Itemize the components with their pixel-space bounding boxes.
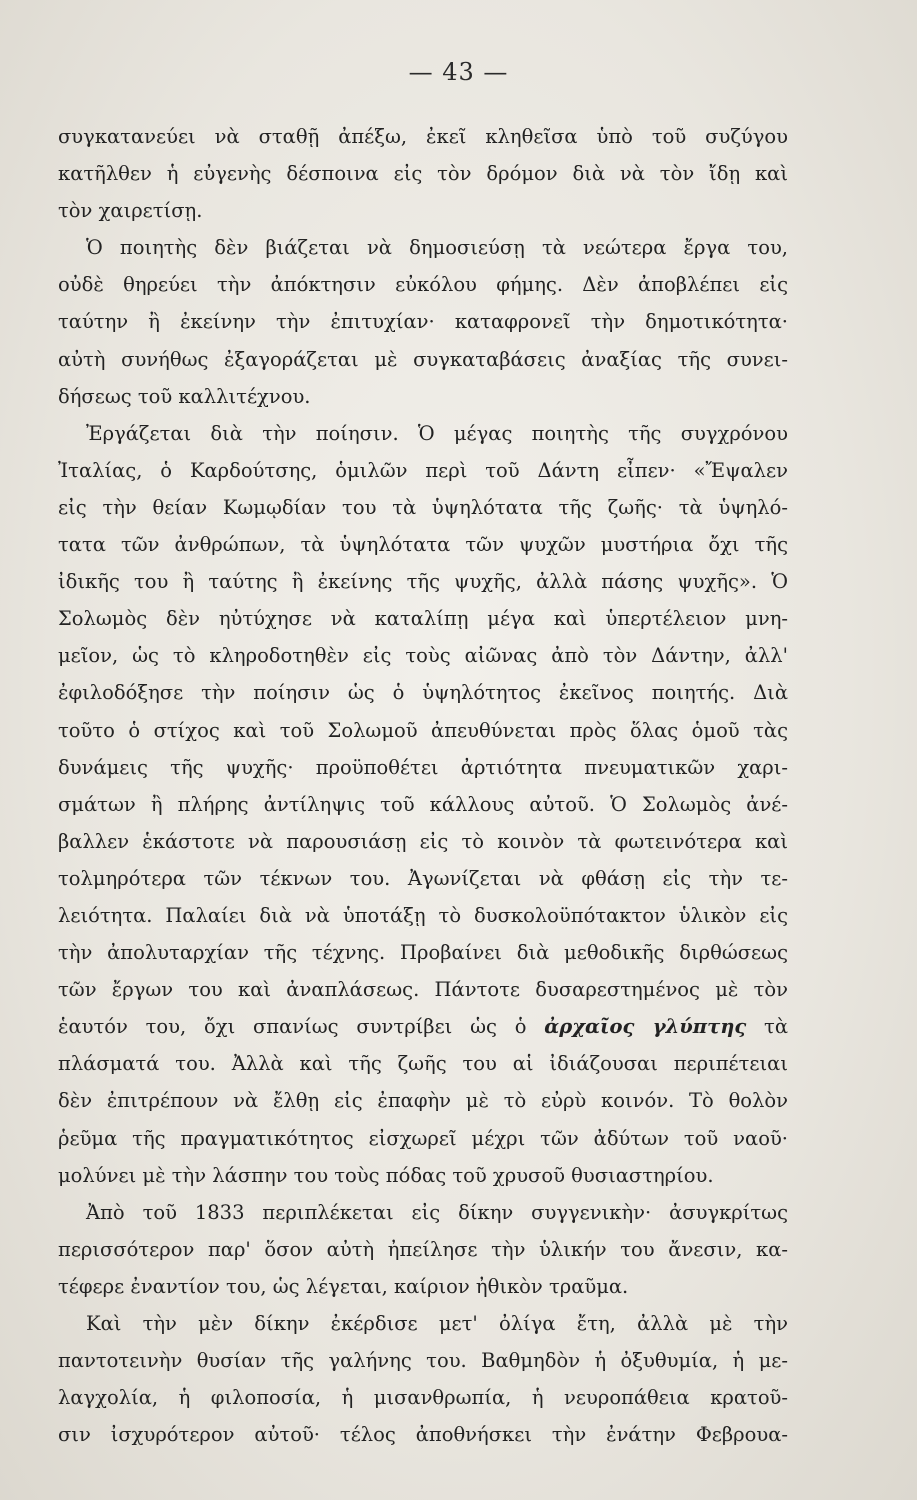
text-line: παντοτεινὴν θυσίαν τῆς γαλήνης του. Βαθμηδὸν ἡ ὀξυθυμία, ἡ με- [58,1349,788,1373]
text-line: τὴν ἀπολυταρχίαν τῆς τέχνης. Προβαίνει διὰ μεθοδικῆς διρθώσεως [58,941,788,965]
text-line: εἰς τὴν θείαν Κωμῳδίαν του τὰ ὑψηλότατα τῆς ζωῆς· τὰ ὑψηλό- [58,495,788,519]
text-line: δήσεως τοῦ καλλιτέχνου. [58,384,311,408]
text-line: μεῖον, ὡς τὸ κληροδοτηθὲν εἰς τοὺς αἰῶνας ἀπὸ τὸν Δάντην, ἀλλ' [58,644,788,668]
emphasized-text: ἀρχαῖος γλύπτης [544,1015,747,1039]
text-line: πλάσματά του. Ἀλλὰ καὶ τῆς ζωῆς του αἱ ἰδιάζουσαι περιπέτειαι [58,1052,788,1076]
text-line: σμάτων ἢ πλήρης ἀντίληψις τοῦ κάλλους αὐτοῦ. Ὁ Σολωμὸς ἀνέ- [58,792,788,816]
text-line: τὸν χαιρετίσῃ. [58,199,203,223]
text-line: ἐφιλοδόξησε τὴν ποίησιν ὡς ὁ ὑψηλότητος ἐκεῖνος ποιητής. Διὰ [58,681,788,705]
text-line: κατῆλθεν ἡ εὐγενὴς δέσποινα εἰς τὸν δρόμον διὰ νὰ τὸν ἴδῃ καὶ [58,162,788,186]
text-line: οὐδὲ θηρεύει τὴν ἀπόκτησιν εὐκόλου φήμης. Δὲν ἀποβλέπει εἰς [58,273,788,297]
text-line: λαγχολία, ἡ φιλοποσία, ἡ μισανθρωπία, ἡ νευροπάθεια κρατοῦ- [58,1386,788,1410]
body-text [58,118,788,1453]
text-line: Ἀπὸ τοῦ 1833 περιπλέκεται εἰς δίκην συγγενικὴν· ἀσυγκρίτως [86,1200,788,1224]
text-line: αὐτὴ συνήθως ἐξαγοράζεται μὲ συγκαταβάσεις ἀναξίας τῆς συνει- [58,347,788,371]
text-line: τολμηρότερα τῶν τέκνων του. Ἀγωνίζεται νὰ φθάσῃ εἰς τὴν τε- [58,866,788,890]
text-line: μολύνει μὲ τὴν λάσπην του τοὺς πόδας τοῦ χρυσοῦ θυσιαστηρίου. [58,1163,714,1187]
text-line: σιν ἰσχυρότερον αὐτοῦ· τέλος ἀποθνήσκει τὴν ἐνάτην Φεβρουα- [58,1423,788,1447]
text-run: τὰ [746,1015,788,1039]
text-line: τῶν ἔργων του καὶ ἀναπλάσεως. Πάντοτε δυσαρεστημένος μὲ τὸν [58,978,788,1002]
text-line: ἰδικῆς του ἢ ταύτης ἢ ἐκείνης τῆς ψυχῆς, ἀλλὰ πάσης ψυχῆς». Ὁ [58,570,788,594]
text-line: Καὶ τὴν μὲν δίκην ἐκέρδισε μετ' ὀλίγα ἔτη, ἀλλὰ μὲ τὴν [86,1312,788,1335]
page-number: — 43 — [408,58,509,86]
text-line: Ὁ ποιητὴς δὲν βιάζεται νὰ δημοσιεύσῃ τὰ νεώτερα ἔργα του, [86,236,788,260]
text-run: ἑαυτόν του, ὄχι σπανίως συντρίβει ὡς ὁ [58,1015,545,1039]
text-line: τέφερε ἐναντίον του, ὡς λέγεται, καίριον ἠθικὸν τραῦμα. [58,1274,629,1298]
text-line: ῥεῦμα τῆς πραγματικότητος εἰσχωρεῖ μέχρι τῶν ἀδύτων τοῦ ναοῦ· [58,1126,788,1150]
text-line: ταύτην ἢ ἐκείνην τὴν ἐπιτυχίαν· καταφρονεῖ τὴν δημοτικότητα· [58,310,788,334]
text-line: δὲν ἐπιτρέπουν νὰ ἔλθῃ εἰς ἐπαφὴν μὲ τὸ εὐρὺ κοινόν. Τὸ θολὸν [58,1089,788,1113]
text-line: λειότητα. Παλαίει διὰ νὰ ὑποτάξῃ τὸ δυσκολοϋπότακτον ὑλικὸν εἰς [58,903,788,927]
text-line [58,1008,788,1045]
text-line: δυνάμεις τῆς ψυχῆς· προϋποθέτει ἀρτιότητα πνευματικῶν χαρι- [58,755,788,779]
text-line: περισσότερον παρ' ὅσον αὐτὴ ἠπείλησε τὴν ὑλικήν του ἄνεσιν, κα- [58,1237,788,1261]
text-line: τοῦτο ὁ στίχος καὶ τοῦ Σολωμοῦ ἀπευθύνεται πρὸς ὅλας ὁμοῦ τὰς [58,718,788,742]
text-line: βαλλεν ἑκάστοτε νὰ παρουσιάσῃ εἰς τὸ κοινὸν τὰ φωτεινότερα καὶ [58,829,788,853]
text-line: συγκατανεύει νὰ σταθῇ ἀπέξω, ἐκεῖ κληθεῖσα ὑπὸ τοῦ συζύγου [58,125,788,148]
text-line: Σολωμὸς δὲν ηὐτύχησε νὰ καταλίπῃ μέγα καὶ ὑπερτέλειον μνη- [58,607,788,631]
text-line: Ἐργάζεται διὰ τὴν ποίησιν. Ὁ μέγας ποιητὴς τῆς συγχρόνου [86,421,788,445]
text-line: Ἰταλίας, ὁ Καρδούτσης, ὁμιλῶν περὶ τοῦ Δάντη εἶπεν· «Ἔψαλεν [58,458,788,482]
text-line: τατα τῶν ἀνθρώπων, τὰ ὑψηλότατα τῶν ψυχῶν μυστήρια ὄχι τῆς [58,533,788,557]
